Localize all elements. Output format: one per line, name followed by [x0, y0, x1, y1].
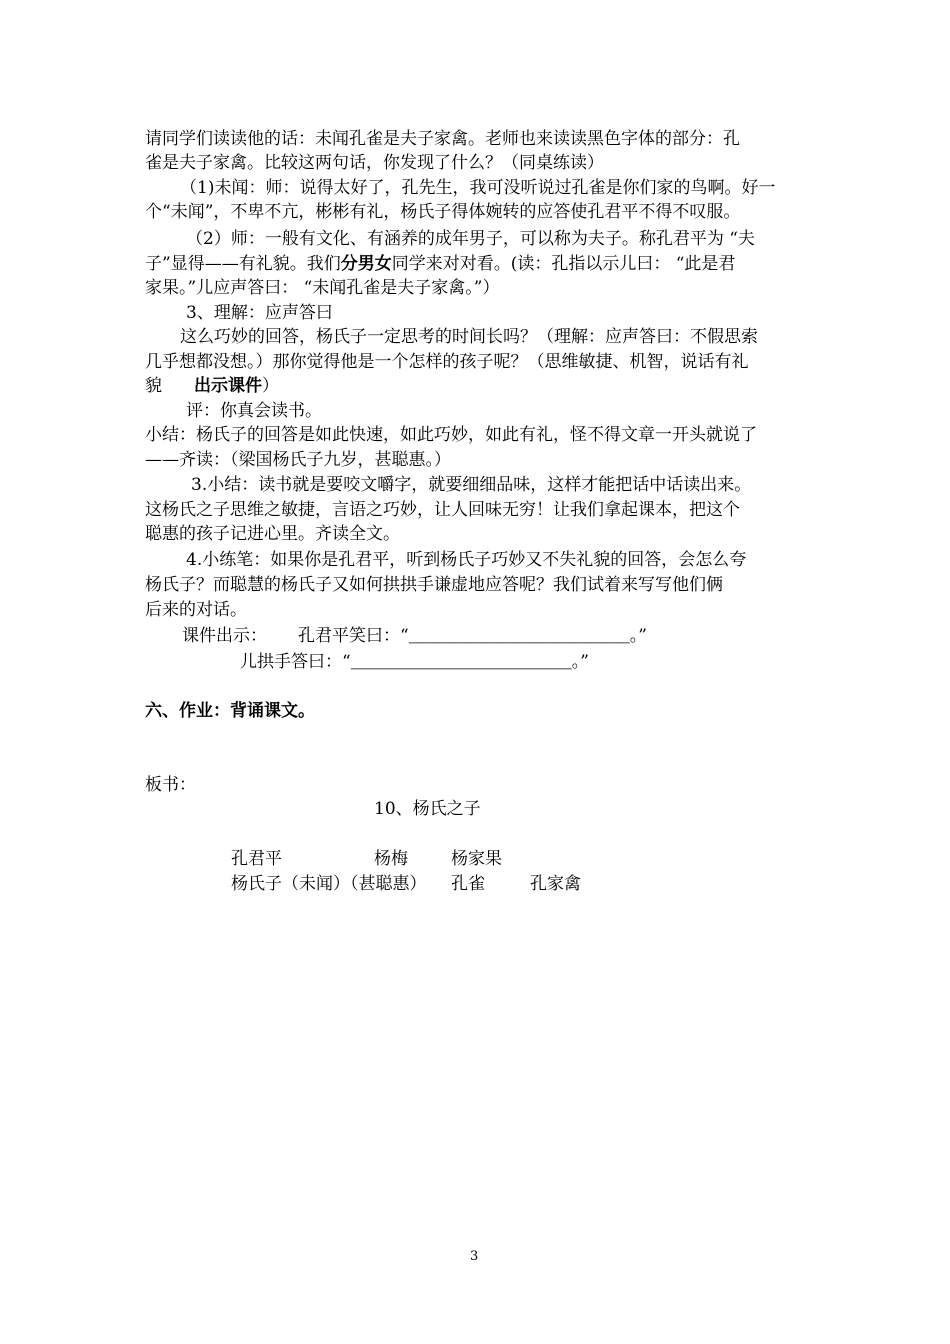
text-line: 3.小结：读书就是要咬文嚼字，就要细细品味，这样才能把话中话读出来。 — [191, 475, 752, 495]
text-line: 雀是夫子家禽。比较这两句话，你发现了什么？（同桌练读） — [145, 153, 604, 173]
text-line: 儿拱手答曰：“＿＿＿＿＿＿＿＿＿＿＿＿＿。” — [240, 652, 589, 672]
text-line: 这杨氏之子思维之敏捷，言语之巧妙，让人回味无穷！让我们拿起课本，把这个 — [145, 500, 740, 520]
text-line: 个“未闻”，不卑不亢，彬彬有礼，杨氏子得体婉转的应答使孔君平不得不叹服。 — [145, 202, 741, 222]
text-line: 后来的对话。 — [145, 600, 247, 620]
text-line: 评：你真会读书。 — [186, 401, 322, 421]
text-line: 这么巧妙的回答，杨氏子一定思考的时间长吗？（理解：应声答曰：不假思索 — [180, 327, 758, 347]
text-line: ——齐读：（梁国杨氏子九岁，甚聪惠。） — [145, 450, 451, 470]
text-line: 孔君平笑曰：“＿＿＿＿＿＿＿＿＿＿＿＿＿。” — [298, 626, 647, 646]
section-heading: 3、理解：应声答曰 — [186, 303, 333, 323]
board-title: 10、杨氏之子 — [374, 799, 481, 819]
text-line: 几乎想都没想。）那你觉得他是一个怎样的孩子呢？（思维敏捷、机智，说话有礼 — [145, 352, 749, 372]
text-line — [145, 252, 735, 276]
board-label: 板书： — [145, 775, 196, 795]
text-segment: ） — [262, 376, 279, 396]
text-line: （2）师：一般有文化、有涵养的成年男子，可以称为夫子。称孔君平为 “夫 — [186, 229, 755, 249]
board-cell: 杨氏子（未闻）（甚聪惠） — [231, 874, 427, 894]
text-line: 请同学们读读他的话：未闻孔雀是夫子家禽。老师也来读读黑色字体的部分：孔 — [145, 129, 740, 149]
text-segment: 同学来对对看。(读：孔指以示儿曰： “此是君 — [391, 254, 736, 274]
text-line: （1)未闻：师：说得太好了，孔先生，我可没听说过孔雀是你们家的鸟啊。好一 — [180, 178, 776, 198]
board-cell: 孔雀 — [451, 874, 485, 894]
text-line: 课件出示： — [182, 626, 267, 646]
text-line: 聪惠的孩子记进心里。齐读全文。 — [145, 524, 400, 544]
emphasis-text: 出示课件 — [194, 376, 262, 396]
board-cell: 孔家禽 — [530, 874, 581, 894]
board-cell: 孔君平 — [231, 849, 282, 869]
text-segment: 貌 — [145, 376, 162, 396]
homework-heading: 六、作业：背诵课文。 — [145, 701, 315, 721]
text-line — [145, 374, 279, 398]
board-cell: 杨家果 — [451, 849, 502, 869]
text-line: 杨氏子？而聪慧的杨氏子又如何拱拱手谦虚地应答呢？我们试着来写写他们俩 — [145, 575, 723, 595]
page-number: 3 — [470, 1249, 479, 1264]
text-line: 4.小练笔：如果你是孔君平，听到杨氏子巧妙又不失礼貌的回答，会怎么夸 — [186, 550, 747, 570]
text-segment: 子”显得——有礼貌。我们 — [145, 254, 341, 274]
text-line: 家果。”儿应声答曰： “未闻孔雀是夫子家禽。”） — [145, 278, 500, 298]
text-line: 小结：杨氏子的回答是如此快速，如此巧妙，如此有礼，怪不得文章一开头就说了 — [145, 425, 757, 445]
emphasis-text: 分男女 — [340, 254, 392, 274]
board-cell: 杨梅 — [374, 849, 408, 869]
